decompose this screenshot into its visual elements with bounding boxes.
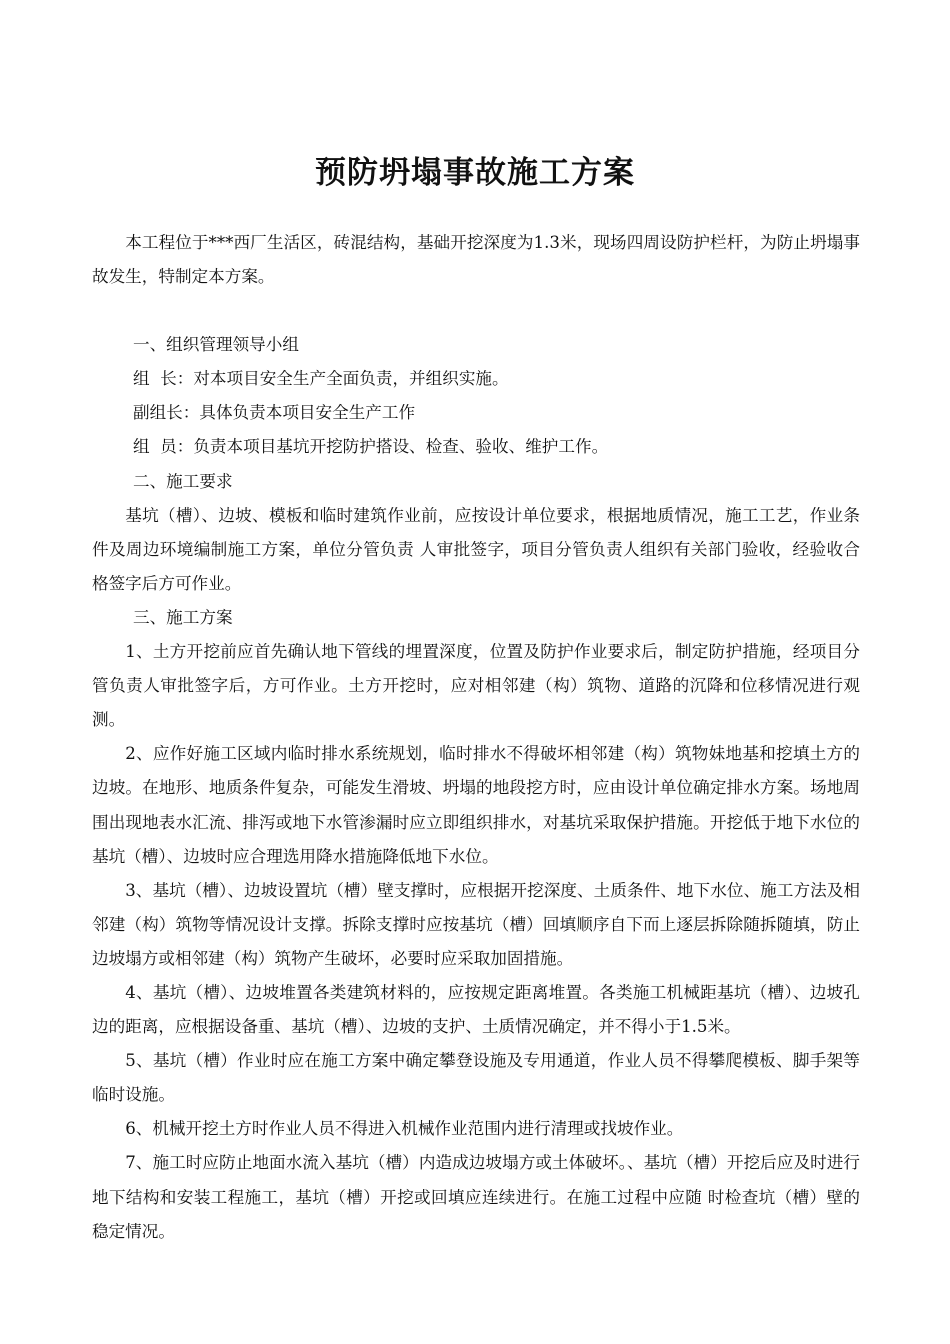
plan-item-4: 4、基坑（槽）、边坡堆置各类建筑材料的，应按规定距离堆置。各类施工机械距基坑（槽）、边坡孔边的距离，应根据设备重、基坑（槽）、边坡的支护、土质情况确定，并不得小于1.5米。 (92, 982, 860, 1037)
plan-item-1: 1、土方开挖前应首先确认地下管线的埋置深度，位置及防护作业要求后，制定防护措施，经项目分管负责人审批签字后，方可作业。土方开挖时，应对相邻建（构）筑物、道路的沉降和位移情况进行观测。 (92, 642, 860, 730)
role-member: 组 员：负责本项目基坑开挖防护搭设、检查、验收、维护工作。 (133, 437, 609, 457)
section-heading-organization: 一、组织管理领导小组 (133, 335, 299, 355)
plan-item-6: 6、机械开挖土方时作业人员不得进入机械作业范围内进行清理或找坡作业。 (125, 1119, 684, 1139)
plan-item-7: 7、施工时应防止地面水流入基坑（槽）内造成边坡塌方或土体破坏。、基坑（槽）开挖后应及时进行地下结构和安装工程施工，基坑（槽）开挖或回填应连续进行。在施工过程中应随 时检查坑（槽）壁的稳定情况。 (92, 1153, 860, 1241)
blank-line (92, 294, 860, 328)
section-heading-plan: 三、施工方案 (133, 607, 233, 627)
section-heading-requirements: 二、施工要求 (133, 471, 233, 491)
role-leader: 组 长：对本项目安全生产全面负责，并组织实施。 (133, 369, 509, 389)
plan-item-2: 2、应作好施工区域内临时排水系统规划，临时排水不得破坏相邻建（构）筑物妹地基和挖填土方的边坡。在地形、地质条件复杂，可能发生滑坡、坍塌的地段挖方时，应由设计单位确定排水方案。场地周围出现地表水汇流、排泻或地下水管渗漏时应立即组织排水，对基坑采取保护措施。开挖低于地下水位的基坑（槽）、边坡时应合理选用降水措施降低地下水位。 (92, 744, 860, 866)
intro-paragraph: 本工程位于***西厂生活区，砖混结构，基础开挖深度为1.3米，现场四周设防护栏杆，为防止坍塌事故发生，特制定本方案。 (92, 233, 860, 287)
document-body (92, 226, 860, 1249)
plan-item-3: 3、基坑（槽）、边坡设置坑（槽）壁支撑时，应根据开挖深度、土质条件、地下水位、施工方法及相邻建（构）筑物等情况设计支撑。拆除支撑时应按基坑（槽）回填顺序自下而上逐层拆除随拆随填，防止边坡塌方或相邻建（构）筑物产生破坏，必要时应采取加固措施。 (92, 880, 860, 968)
role-deputy-leader: 副组长：具体负责本项目安全生产工作 (133, 403, 416, 423)
requirements-paragraph: 基坑（槽）、边坡、模板和临时建筑作业前，应按设计单位要求，根据地质情况，施工工艺，作业条件及周边环境编制施工方案，单位分管负责 人审批签字，项目分管负责人组织有关部门验收，经验收合格签字后方可作业。 (92, 505, 860, 593)
plan-item-5: 5、基坑（槽）作业时应在施工方案中确定攀登设施及专用通道，作业人员不得攀爬模板、脚手架等 临时设施。 (92, 1051, 860, 1105)
document-title: 预防坍塌事故施工方案 (315, 155, 635, 191)
